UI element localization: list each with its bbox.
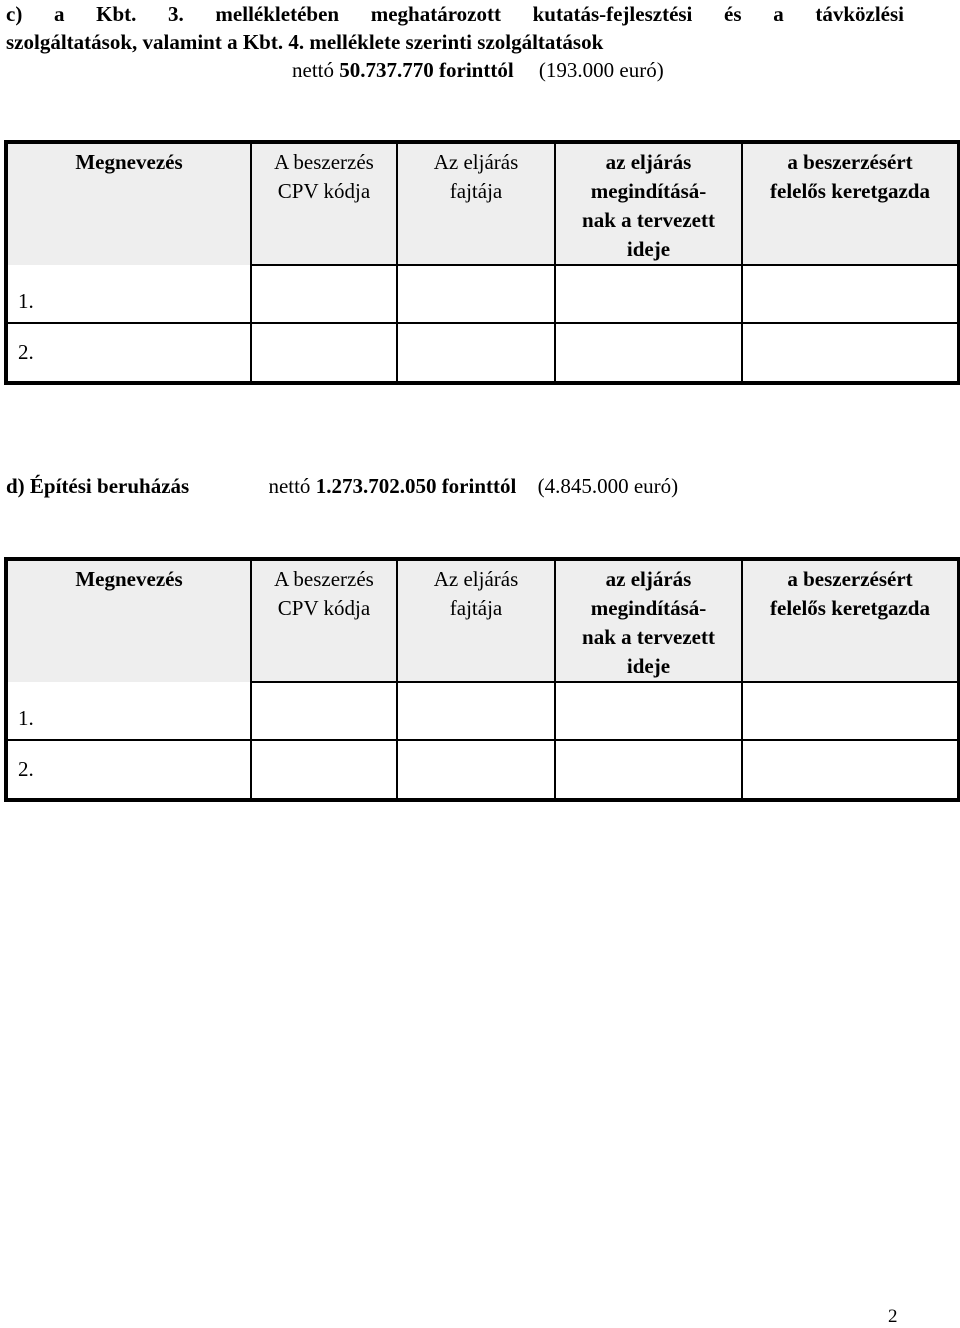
- threshold-eur: (193.000 euró): [538, 58, 664, 82]
- table-cell: [397, 265, 555, 323]
- table-cell: [742, 682, 959, 740]
- threshold-amount: 1.273.702.050 forinttól: [315, 474, 517, 498]
- row-number: 1.: [6, 265, 251, 323]
- row-number: 1.: [6, 682, 251, 740]
- net-label: nettó: [292, 58, 334, 82]
- header-responsible: a beszerzésért felelős keretgazda: [742, 142, 959, 265]
- procurement-table-d: [4, 557, 960, 802]
- header-cpv: A beszerzés CPV kódja: [251, 142, 397, 265]
- table-cell: [397, 323, 555, 383]
- table-cell: [742, 323, 959, 383]
- table-cell: [251, 323, 397, 383]
- header-name: Megnevezés: [6, 559, 251, 682]
- table-cell: [251, 682, 397, 740]
- table-cell: [742, 740, 959, 800]
- procurement-table-c: [4, 140, 960, 385]
- section-c-threshold: [292, 56, 664, 84]
- net-label: nettó: [268, 474, 311, 498]
- table-cell: [555, 323, 742, 383]
- page-number: 2: [888, 1306, 898, 1327]
- header-name: Megnevezés: [6, 142, 251, 265]
- table-cell: [555, 265, 742, 323]
- table-cell: [742, 265, 959, 323]
- table-cell: [251, 265, 397, 323]
- header-procedure-type: Az eljárás fajtája: [397, 559, 555, 682]
- threshold-eur: (4.845.000 euró): [537, 474, 679, 498]
- section-c-heading-line1: c) a Kbt. 3. mellékletében meghatározott kutatás-fejlesztési és a távközlési: [6, 2, 904, 26]
- table-cell: [251, 740, 397, 800]
- header-planned-start: az eljárás megindításá- nak a tervezett ideje: [555, 142, 742, 265]
- row-number: 2.: [6, 740, 251, 800]
- section-c-heading-line2: szolgáltatások, valamint a Kbt. 4. melléklete szerinti szolgáltatások: [6, 30, 604, 54]
- header-procedure-type: Az eljárás fajtája: [397, 142, 555, 265]
- table-cell: [397, 740, 555, 800]
- header-responsible: a beszerzésért felelős keretgazda: [742, 559, 959, 682]
- threshold-amount: 50.737.770 forinttól: [339, 58, 514, 82]
- section-d-heading: [6, 472, 678, 500]
- header-planned-start: az eljárás megindításá- nak a tervezett ideje: [555, 559, 742, 682]
- section-d-title: d) Építési beruházás: [6, 474, 190, 498]
- row-number: 2.: [6, 323, 251, 383]
- header-cpv: A beszerzés CPV kódja: [251, 559, 397, 682]
- table-cell: [397, 682, 555, 740]
- table-cell: [555, 740, 742, 800]
- table-cell: [555, 682, 742, 740]
